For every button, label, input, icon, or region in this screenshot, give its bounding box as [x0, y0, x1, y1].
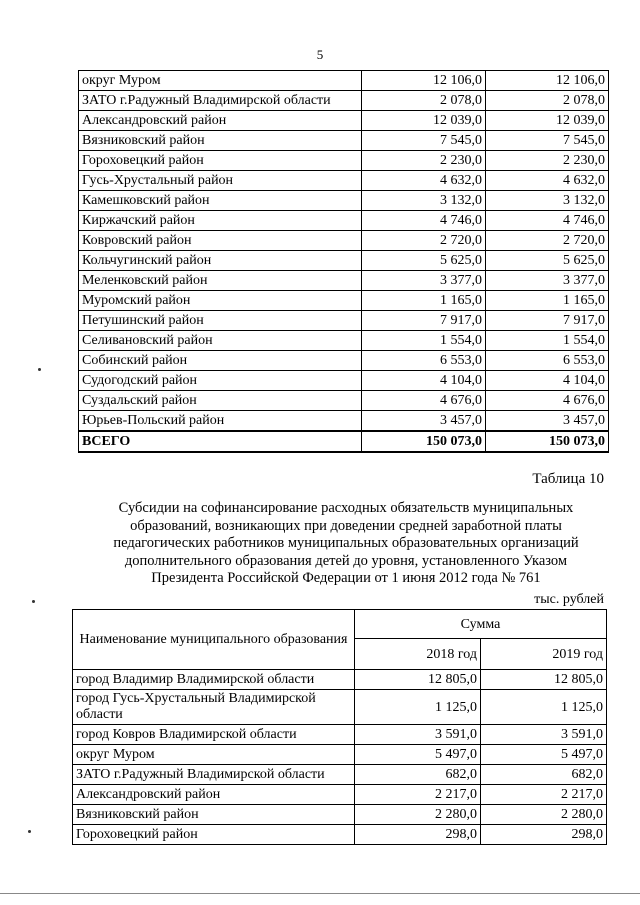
header-name: Наименование муниципального образования: [73, 610, 355, 670]
title-line: педагогических работников муниципальных образовательных организаций: [113, 535, 579, 551]
row-value-2018: 1 165,0: [362, 291, 486, 311]
row-name: город Ковров Владимирской области: [73, 725, 355, 745]
table-row: [79, 151, 609, 171]
row-value-2019: 3 132,0: [486, 191, 609, 211]
table-row: [79, 231, 609, 251]
row-name: Киржачский район: [79, 211, 362, 231]
total-label: ВСЕГО: [79, 431, 362, 452]
total-row: [79, 431, 609, 452]
row-value-2019: 2 217,0: [481, 785, 607, 805]
row-name: Гороховецкий район: [79, 151, 362, 171]
row-name: Гусь-Хрустальный район: [79, 171, 362, 191]
row-name: Александровский район: [73, 785, 355, 805]
table-title: [86, 500, 606, 588]
table-row: [73, 725, 607, 745]
row-value-2019: 298,0: [481, 825, 607, 845]
total-2019: 150 073,0: [486, 431, 609, 452]
header-year-2019: 2019 год: [481, 639, 607, 670]
table-row: [79, 91, 609, 111]
table-row: [79, 291, 609, 311]
row-name: город Владимир Владимирской области: [73, 670, 355, 690]
table-row: [79, 131, 609, 151]
row-value-2018: 5 497,0: [355, 745, 481, 765]
row-value-2018: 1 554,0: [362, 331, 486, 351]
table-row: [79, 71, 609, 91]
table-label: Таблица 10: [532, 471, 604, 487]
table-row: [79, 111, 609, 131]
row-value-2018: 4 104,0: [362, 371, 486, 391]
table-row: [79, 371, 609, 391]
row-name: Судогодский район: [79, 371, 362, 391]
row-value-2018: 4 632,0: [362, 171, 486, 191]
row-name: округ Муром: [79, 71, 362, 91]
table-row: [73, 825, 607, 845]
row-value-2018: 5 625,0: [362, 251, 486, 271]
title-line: образований, возникающих при доведении средней заработной платы: [130, 517, 562, 534]
table-row: [79, 271, 609, 291]
row-value-2018: 3 457,0: [362, 411, 486, 432]
row-value-2018: 12 805,0: [355, 670, 481, 690]
row-value-2018: 3 377,0: [362, 271, 486, 291]
row-value-2019: 682,0: [481, 765, 607, 785]
row-value-2018: 3 132,0: [362, 191, 486, 211]
units-label: тыс. рублей: [534, 592, 604, 607]
table-row: [73, 745, 607, 765]
row-value-2018: 3 591,0: [355, 725, 481, 745]
table-row: [79, 311, 609, 331]
row-value-2018: 6 553,0: [362, 351, 486, 371]
row-value-2019: 6 553,0: [486, 351, 609, 371]
table-row: [79, 211, 609, 231]
table-row: [79, 391, 609, 411]
row-name: Александровский район: [79, 111, 362, 131]
subsidy-table-10: [72, 609, 607, 845]
row-name: Селивановский район: [79, 331, 362, 351]
row-value-2019: 4 676,0: [486, 391, 609, 411]
row-value-2018: 4 676,0: [362, 391, 486, 411]
row-name: Юрьев-Польский район: [79, 411, 362, 432]
row-name: ЗАТО г.Радужный Владимирской области: [73, 765, 355, 785]
table-row: [79, 251, 609, 271]
row-value-2018: 1 125,0: [355, 690, 481, 725]
table10-body: [73, 670, 607, 845]
table-row: [73, 670, 607, 690]
title-line: Президента Российской Федерации от 1 июня 2012 года № 761: [151, 570, 541, 586]
row-name: ЗАТО г.Радужный Владимирской области: [79, 91, 362, 111]
table-row: [79, 351, 609, 371]
row-value-2018: 2 078,0: [362, 91, 486, 111]
row-name: Меленковский район: [79, 271, 362, 291]
row-value-2018: 2 720,0: [362, 231, 486, 251]
row-value-2018: 298,0: [355, 825, 481, 845]
row-value-2019: 2 230,0: [486, 151, 609, 171]
row-name: Петушинский район: [79, 311, 362, 331]
row-value-2018: 2 217,0: [355, 785, 481, 805]
scan-edge-line: [0, 893, 640, 894]
row-name: Вязниковский район: [79, 131, 362, 151]
header-year-2018: 2018 год: [355, 639, 481, 670]
row-name: город Гусь-Хрустальный Владимирской области: [73, 690, 355, 725]
table1-body: [79, 71, 609, 453]
table-row: [79, 331, 609, 351]
row-value-2018: 12 106,0: [362, 71, 486, 91]
row-value-2019: 2 078,0: [486, 91, 609, 111]
row-name: Камешковский район: [79, 191, 362, 211]
row-value-2019: 7 917,0: [486, 311, 609, 331]
row-name: округ Муром: [73, 745, 355, 765]
row-name: Вязниковский район: [73, 805, 355, 825]
table-row: [73, 805, 607, 825]
subsidy-table-continued: [78, 70, 609, 453]
row-value-2018: 12 039,0: [362, 111, 486, 131]
table10-header: [73, 610, 607, 670]
row-value-2019: 12 039,0: [486, 111, 609, 131]
table-row: [79, 171, 609, 191]
row-value-2018: 2 280,0: [355, 805, 481, 825]
title-line: Субсидии на софинансирование расходных обязательств муниципальных: [118, 500, 574, 516]
row-value-2019: 12 805,0: [481, 670, 607, 690]
table-row: [73, 690, 607, 725]
total-2018: 150 073,0: [362, 431, 486, 452]
row-value-2019: 5 497,0: [481, 745, 607, 765]
scan-speck: [32, 600, 35, 603]
row-value-2019: 4 632,0: [486, 171, 609, 191]
row-value-2018: 682,0: [355, 765, 481, 785]
row-value-2019: 3 457,0: [486, 411, 609, 432]
table-row: [79, 191, 609, 211]
row-value-2018: 7 545,0: [362, 131, 486, 151]
row-name: Гороховецкий район: [73, 825, 355, 845]
row-value-2019: 2 280,0: [481, 805, 607, 825]
row-value-2019: 5 625,0: [486, 251, 609, 271]
table-row: [73, 785, 607, 805]
page-number: 5: [316, 47, 324, 62]
row-value-2019: 12 106,0: [486, 71, 609, 91]
title-line: дополнительного образования детей до уровня, установленного Указом: [124, 552, 568, 569]
scan-speck: [38, 368, 41, 371]
row-value-2019: 1 125,0: [481, 690, 607, 725]
row-value-2019: 3 591,0: [481, 725, 607, 745]
row-value-2018: 7 917,0: [362, 311, 486, 331]
row-value-2019: 4 104,0: [486, 371, 609, 391]
row-value-2018: 2 230,0: [362, 151, 486, 171]
row-value-2019: 2 720,0: [486, 231, 609, 251]
table-row: [73, 765, 607, 785]
row-value-2019: 1 554,0: [486, 331, 609, 351]
row-name: Собинский район: [79, 351, 362, 371]
row-value-2019: 4 746,0: [486, 211, 609, 231]
row-value-2018: 4 746,0: [362, 211, 486, 231]
row-name: Ковровский район: [79, 231, 362, 251]
scan-speck: [28, 830, 31, 833]
row-value-2019: 1 165,0: [486, 291, 609, 311]
row-value-2019: 7 545,0: [486, 131, 609, 151]
row-value-2019: 3 377,0: [486, 271, 609, 291]
row-name: Кольчугинский район: [79, 251, 362, 271]
table-row: [79, 411, 609, 432]
row-name: Суздальский район: [79, 391, 362, 411]
header-sum: Сумма: [355, 610, 607, 639]
row-name: Муромский район: [79, 291, 362, 311]
